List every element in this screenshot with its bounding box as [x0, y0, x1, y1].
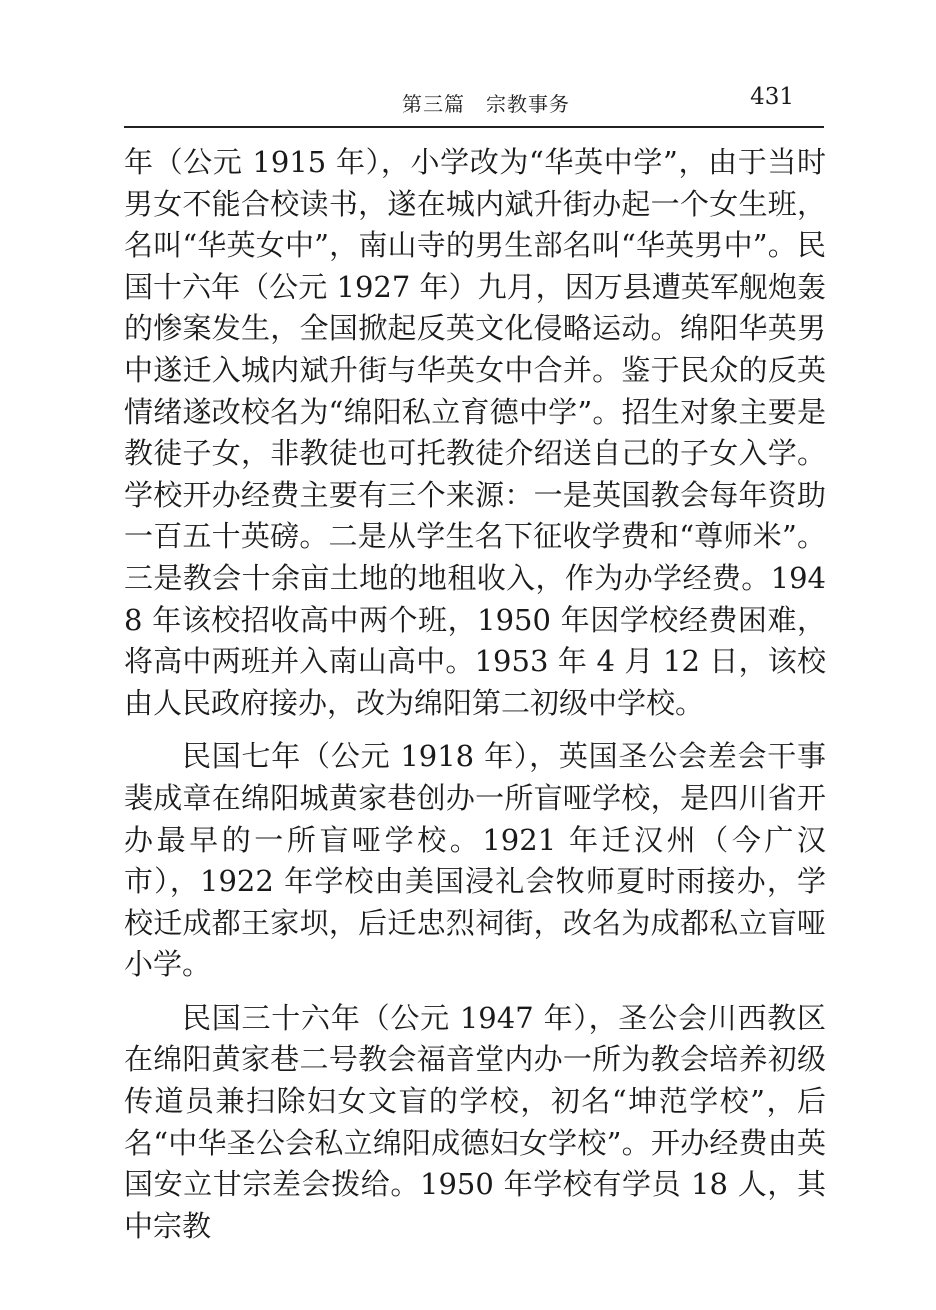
running-header [124, 82, 824, 122]
paragraph: 民国七年（公元 1918 年），英国圣公会差会干事裴成章在绵阳城黄家巷创办一所盲哑学校，是四川省开办最早的一所盲哑学校。1921 年迁汉州（今广汉市），1922 年学校由美国浸礼会牧师夏时雨接办，学校迁成都王家坝，后迁忠烈祠街，改名为成都私立盲哑小学。 [124, 739, 826, 982]
paragraph-continued: 年（公元 1915 年），小学改为“华英中学”，由于当时男女不能合校读书，遂在城内斌升街办起一个女生班，名叫“华英女中”，南山寺的男生部名叫“华英男中”。民国十六年（公元 1927 年）九月，因万县遭英军舰炮轰的惨案发生，全国掀起反英文化侵略运动。绵阳华英男中遂迁入城内斌升街与华英女中合并。鉴于民众的反英情绪遂改校名为“绵阳私立育德中学”。招生对象主要是教徒子女，非教徒也可托教徒介绍送自己的子女入学。学校开办经费主要有三个来源：一是英国教会每年资助一百五十英磅。二是从学生名下征收学费和“尊师米”。三是教会十余亩土地的地租收入，作为办学经费。1948 年该校招收高中两个班，1950 年因学校经费困难，将高中两班并入南山高中。1953 年 4 月 12 日，该校由人民政府接办，改为绵阳第二初级中学校。 [124, 145, 826, 720]
chapter-title: 第三篇 宗教事务 [402, 92, 570, 116]
paragraph: 民国三十六年（公元 1947 年），圣公会川西教区在绵阳黄家巷二号教会福音堂内办一所为教会培养初级传道员兼扫除妇女文盲的学校，初名“坤范学校”，后名“中华圣公会私立绵阳成德妇女学校”。开办经费由英国安立甘宗差会拨给。1950 年学校有学员 18 人，其中宗教 [124, 1000, 826, 1243]
header-rule [124, 126, 824, 128]
body-text [124, 142, 826, 1247]
page-number: 431 [750, 84, 794, 110]
